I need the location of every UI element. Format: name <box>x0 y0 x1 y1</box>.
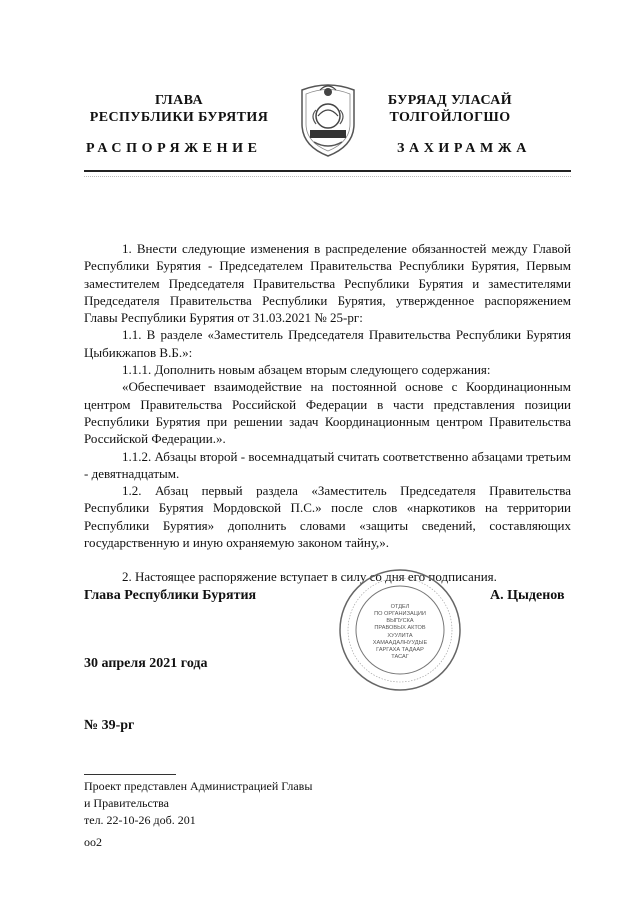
footer-phone: тел. 22-10-26 доб. 201 <box>84 813 196 827</box>
document-date: 30 апреля 2021 года <box>84 656 208 671</box>
svg-text:ХУУЛИТА: ХУУЛИТА <box>387 633 413 639</box>
svg-text:ПРАВОВЫХ АКТОВ: ПРАВОВЫХ АКТОВ <box>374 625 426 631</box>
svg-text:ТАСАГ: ТАСАГ <box>391 654 409 660</box>
footer-note <box>84 778 312 829</box>
header-left-line2: РЕСПУБЛИКИ БУРЯТИЯ <box>89 110 269 125</box>
header-divider <box>84 170 571 172</box>
footer-line2: и Правительства <box>84 796 169 810</box>
header-left <box>84 92 274 126</box>
paragraph-1-1: 1.1. В разделе «Заместитель Председателя Правительства Республики Бурятия Цыбикжапов В.Б.»: <box>84 327 571 360</box>
footer-divider <box>84 774 176 775</box>
document-type-ru: РАСПОРЯЖЕНИЕ <box>86 141 262 156</box>
header-right-line2: ТОЛГОЙЛОГШО <box>389 110 511 125</box>
paragraph-quote: «Обеспечивает взаимодействие на постоянной основе с Координационным центром Правительства Российской Федерации в части представления позиции Республики Бурятия при решении задач Координационным центром Правительства Российской Федерации.». <box>84 379 571 447</box>
header-dotted-line <box>84 176 571 179</box>
signatory-position: Глава Республики Бурятия <box>84 588 257 603</box>
footer-code: оо2 <box>84 835 102 849</box>
header-left-line1: ГЛАВА <box>155 93 203 108</box>
header-right <box>370 92 530 126</box>
svg-text:ГАРГАХА ТАДААР: ГАРГАХА ТАДААР <box>376 647 424 653</box>
paragraph-2: 2. Настоящее распоряжение вступает в силу со дня его подписания. <box>122 569 497 585</box>
document-type-bua: ЗАХИРАМЖА <box>397 141 531 156</box>
paragraph-1-1-2: 1.1.2. Абзацы второй - восемнадцатый считать соответственно абзацами третьим - девятнадцатым. <box>84 448 571 481</box>
coat-of-arms-emblem <box>296 80 360 158</box>
paragraph-1: 1. Внести следующие изменения в распределение обязанностей между Главой Республики Бурятия - Председателем Правительства Республики Бурятия, Первым заместителем Председателя Правительства Республики Бурятия и заместителями Председателя Правительства Республики Бурятия, утвержденное распоряжением Главы Республики Бурятия от 31.03.2021 № 25-рг: <box>84 241 571 326</box>
signatory-name: А. Цыденов <box>490 588 565 603</box>
document-body <box>84 240 571 586</box>
footer-line1: Проект представлен Администрацией Главы <box>84 779 313 793</box>
paragraph-1-1-1: 1.1.1. Дополнить новым абзацем вторым следующего содержания: <box>122 362 491 378</box>
svg-text:ВЫПУСКА: ВЫПУСКА <box>386 618 414 624</box>
svg-text:ПО ОРГАНИЗАЦИИ: ПО ОРГАНИЗАЦИИ <box>374 611 426 617</box>
paragraph-1-2: 1.2. Абзац первый раздела «Заместитель Председателя Правительства Республики Бурятия Мордовской П.С.» после слов «наркотиков на территории Республики Бурятия» дополнить словами «защиты сведений, составляющих государственную и иную охраняемую законом тайну,». <box>84 483 571 551</box>
svg-text:ОТДЕЛ: ОТДЕЛ <box>390 604 410 610</box>
svg-text:ХАМААДАЛНУУДЫЕ: ХАМААДАЛНУУДЫЕ <box>372 640 428 646</box>
official-seal <box>338 568 462 692</box>
header-right-line1: БУРЯАД УЛАСАЙ <box>387 93 513 108</box>
document-number: № 39-рг <box>84 718 135 733</box>
